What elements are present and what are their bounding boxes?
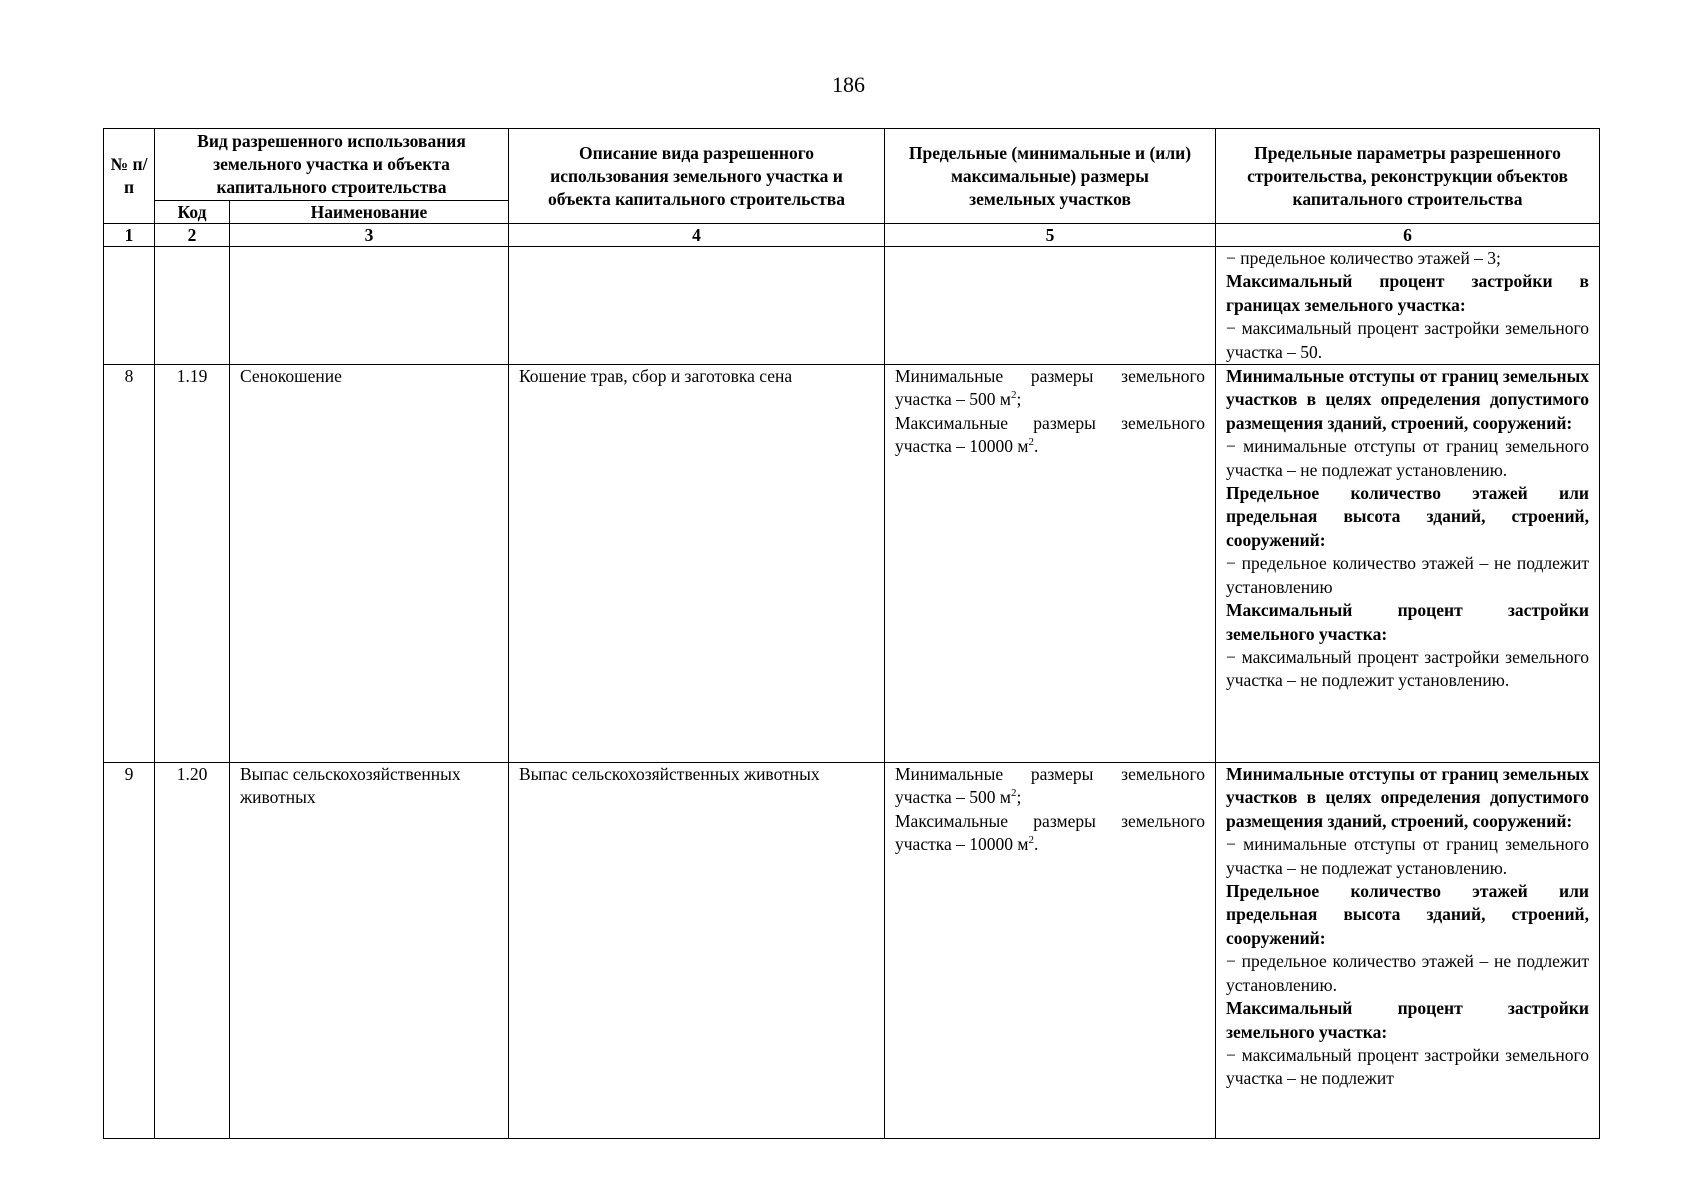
cell-number: 8 (104, 365, 155, 763)
param-heading: Максимальный процент застройки земельного участка: (1226, 600, 1589, 644)
min-size-text: Минимальные размеры земельного участка – 500 $м^2$; (895, 366, 1205, 410)
min-size-text: Минимальные размеры земельного участка – 500 $м^2$; (895, 764, 1205, 808)
header-number: № п/п (104, 129, 155, 224)
header-land-sizes: Предельные (минимальные и (или) максимальные) размеры земельных участков (885, 129, 1216, 224)
table-row-9 (104, 763, 1600, 1139)
column-number: 3 (230, 224, 509, 247)
max-size-text: Максимальные размеры земельного участка – 10000 $м^2$. (895, 412, 1205, 457)
cell-description: Выпас сельскохозяйственных животных (509, 763, 885, 1139)
table-row-8 (104, 365, 1600, 763)
header-row (104, 129, 1600, 201)
param-line: − предельное количество этажей – не подлежит установлению (1226, 553, 1589, 597)
table-row-continuation (104, 247, 1600, 365)
param-heading: Предельное количество этажей или предельная высота зданий, строений, сооружений: (1226, 483, 1589, 550)
cell-sizes (885, 763, 1216, 1139)
param-heading: Предельное количество этажей или предельная высота зданий, строений, сооружений: (1226, 881, 1589, 948)
param-line: − предельное количество этажей – 3; (1226, 248, 1501, 268)
page-number: 186 (832, 72, 865, 97)
cell-number: 9 (104, 763, 155, 1139)
cell-sizes (885, 247, 1216, 365)
cell-description (509, 247, 885, 365)
param-heading: Минимальные отступы от границ земельных участков в целях определения допустимого размещения зданий, строений, сооружений: (1226, 366, 1589, 433)
param-line: − предельное количество этажей – не подлежит установлению. (1226, 951, 1589, 995)
column-number: 4 (509, 224, 885, 247)
param-heading: Максимальный процент застройки земельного участка: (1226, 998, 1589, 1042)
cell-params (1216, 763, 1600, 1139)
cell-name: Сенокошение (230, 365, 509, 763)
cell-code (155, 247, 230, 365)
param-line: − максимальный процент застройки земельного участка – не подлежит (1226, 1044, 1589, 1089)
cell-description: Кошение трав, сбор и заготовка сена (509, 365, 885, 763)
cell-sizes (885, 365, 1216, 763)
param-line: − максимальный процент застройки земельного участка – 50. (1226, 318, 1589, 362)
land-use-table (103, 128, 1600, 1139)
param-heading: Минимальные отступы от границ земельных участков в целях определения допустимого размещения зданий, строений, сооружений: (1226, 764, 1589, 831)
header-build-params: Предельные параметры разрешенного строительства, реконструкции объектов капитального строительства (1216, 129, 1600, 224)
param-line: − максимальный процент застройки земельного участка – не подлежит установлению. (1226, 646, 1589, 691)
cell-number (104, 247, 155, 365)
header-description: Описание вида разрешенного использования земельного участка и объекта капитального строительства (509, 129, 885, 224)
header-name: Наименование (230, 201, 509, 224)
max-size-text: Максимальные размеры земельного участка – 10000 $м^2$. (895, 810, 1205, 855)
cell-code: 1.20 (155, 763, 230, 1139)
column-number: 5 (885, 224, 1216, 247)
param-line: − минимальные отступы от границ земельного участка – не подлежат установлению. (1226, 834, 1589, 878)
header-code: Код (155, 201, 230, 224)
column-number: 1 (104, 224, 155, 247)
param-line: − минимальные отступы от границ земельного участка – не подлежат установлению. (1226, 436, 1589, 480)
param-heading: Максимальный процент застройки в границах земельного участка: (1226, 271, 1589, 315)
cell-code: 1.19 (155, 365, 230, 763)
header-use-type: Вид разрешенного использования земельного участка и объекта капитального строительства (155, 129, 509, 201)
cell-params (1216, 247, 1600, 365)
column-number: 6 (1216, 224, 1600, 247)
column-number: 2 (155, 224, 230, 247)
cell-name (230, 247, 509, 365)
cell-name: Выпас сельскохозяйственных животных (230, 763, 509, 1139)
cell-params (1216, 365, 1600, 763)
column-numbers-row (104, 224, 1600, 247)
